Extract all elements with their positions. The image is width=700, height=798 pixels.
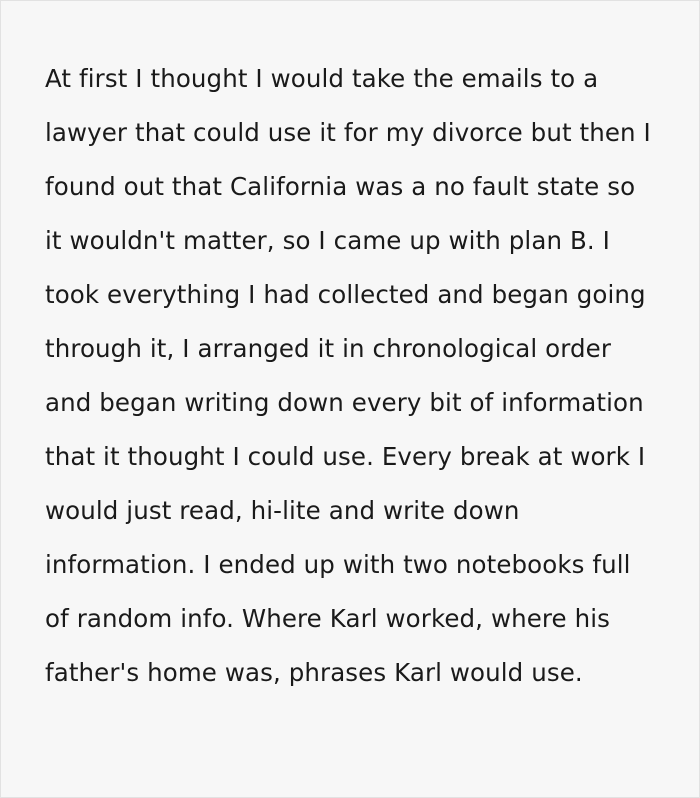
story-paragraph: At first I thought I would take the emails to a lawyer that could use it for my divorce but then I found out that California was a no fault state so it wouldn't matter, so I came up with plan B. I took everything I had collected and began going through it, I arranged it in chronological order and began writing down every bit of information that it thought I could use. Every break at work I would just read, hi-lite and write down information. I ended up with two notebooks full of random info. Where Karl worked, where his father's home was, phrases Karl would use.: [45, 63, 651, 687]
